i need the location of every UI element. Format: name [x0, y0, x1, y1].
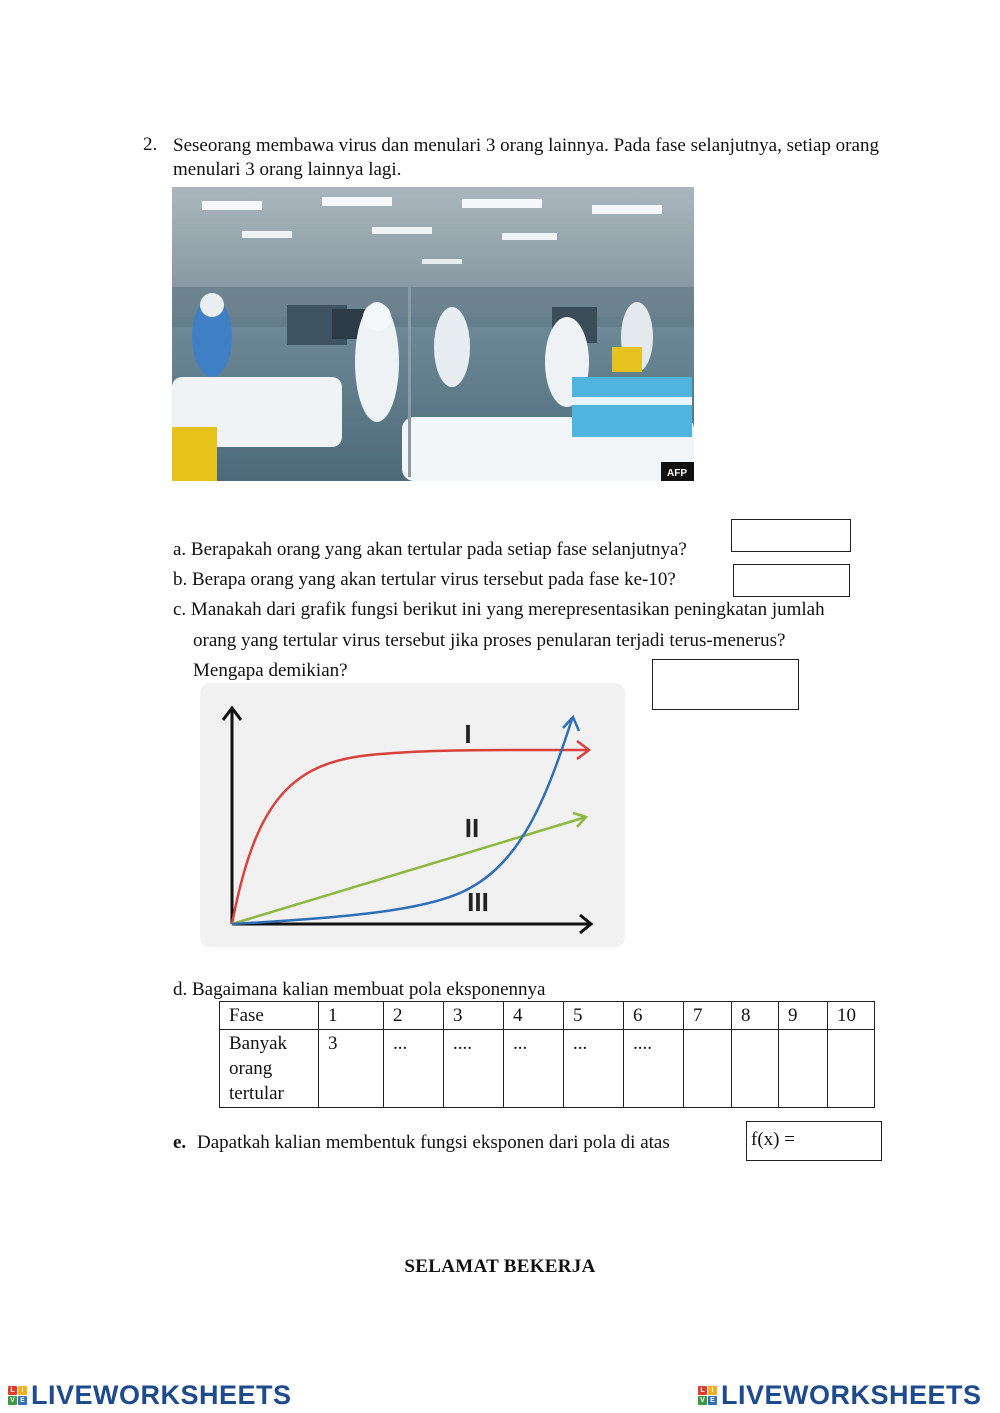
phase-cell: 3 [444, 1002, 504, 1030]
hospital-ward-illustration [172, 187, 694, 481]
liveworksheets-logo-left [8, 1380, 292, 1410]
infected-cell[interactable] [684, 1030, 732, 1108]
curve-label-III: III [467, 887, 489, 917]
curve-label-II: II [464, 813, 480, 843]
infected-cell[interactable]: ... [384, 1030, 444, 1108]
question-number: 2. [143, 134, 158, 155]
question-text: Seseorang membawa virus dan menulari 3 orang lainnya. Pada fase selanjutnya, setiap orang menulari 3 orang lainnya lagi. [173, 135, 879, 180]
function-answer-prefix: f(x) = [751, 1129, 795, 1150]
infected-cell[interactable] [732, 1030, 779, 1108]
row-header-phase: Fase [220, 1002, 319, 1030]
phase-cell: 6 [624, 1002, 684, 1030]
liveworksheets-logo-right [698, 1380, 982, 1410]
infected-cell[interactable]: ... [564, 1030, 624, 1108]
phase-cell: 1 [319, 1002, 384, 1030]
liveworksheets-wordmark: LIVEWORKSHEETS [31, 1379, 292, 1410]
answer-box-c[interactable] [652, 659, 799, 710]
function-graph-panel [200, 683, 625, 947]
answer-box-a[interactable] [731, 519, 851, 552]
row-header-line: orang [229, 1058, 273, 1079]
phase-cell: 8 [732, 1002, 779, 1030]
infected-cell: 3 [319, 1030, 384, 1108]
infected-cell[interactable]: .... [624, 1030, 684, 1108]
row-header-line: Banyak [229, 1033, 288, 1054]
hospital-ward-photo [172, 187, 694, 481]
infected-cell[interactable] [779, 1030, 828, 1108]
curve-I [232, 750, 588, 924]
liveworksheets-wordmark: LIVEWORKSHEETS [721, 1379, 982, 1410]
function-graph [200, 683, 625, 947]
closing-text: SELAMAT BEKERJA [404, 1256, 596, 1277]
phase-cell: 10 [828, 1002, 875, 1030]
phase-cell: 5 [564, 1002, 624, 1030]
sub-question-c-line1: c. Manakah dari grafik fungsi berikut ini yang merepresentasikan peningkatan jumlah [173, 599, 825, 620]
row-header-line: tertular [229, 1083, 284, 1104]
sub-question-e-label: e. [173, 1132, 187, 1153]
infected-cell[interactable]: .... [444, 1030, 504, 1108]
infected-cell[interactable]: ... [504, 1030, 564, 1108]
table-row-phase [220, 1002, 875, 1030]
curve-label-I: I [464, 719, 472, 749]
sub-question-b: b. Berapa orang yang akan tertular virus tersebut pada fase ke-10? [173, 569, 676, 590]
phase-cell: 4 [504, 1002, 564, 1030]
function-answer-box[interactable] [746, 1121, 882, 1161]
sub-question-e: Dapatkah kalian membentuk fungsi eksponen dari pola di atas [197, 1132, 670, 1153]
infected-cell[interactable] [828, 1030, 875, 1108]
row-header-infected [220, 1030, 319, 1108]
table-row-infected [220, 1030, 875, 1108]
answer-box-b[interactable] [733, 564, 850, 597]
sub-question-c-line3: Mengapa demikian? [193, 660, 348, 681]
phase-cell: 2 [384, 1002, 444, 1030]
exponent-pattern-table [219, 1001, 875, 1108]
phase-cell: 7 [684, 1002, 732, 1030]
liveworksheets-mark-icon: L I V E [8, 1386, 27, 1405]
sub-question-c-line2: orang yang tertular virus tersebut jika proses penularan terjadi terus-menerus? [193, 630, 786, 651]
sub-question-d: d. Bagaimana kalian membuat pola eksponennya [173, 979, 546, 1000]
liveworksheets-mark-icon: L I V E [698, 1386, 717, 1405]
photo-credit: AFP [667, 468, 687, 479]
sub-question-a: a. Berapakah orang yang akan tertular pada setiap fase selanjutnya? [173, 539, 687, 560]
phase-cell: 9 [779, 1002, 828, 1030]
